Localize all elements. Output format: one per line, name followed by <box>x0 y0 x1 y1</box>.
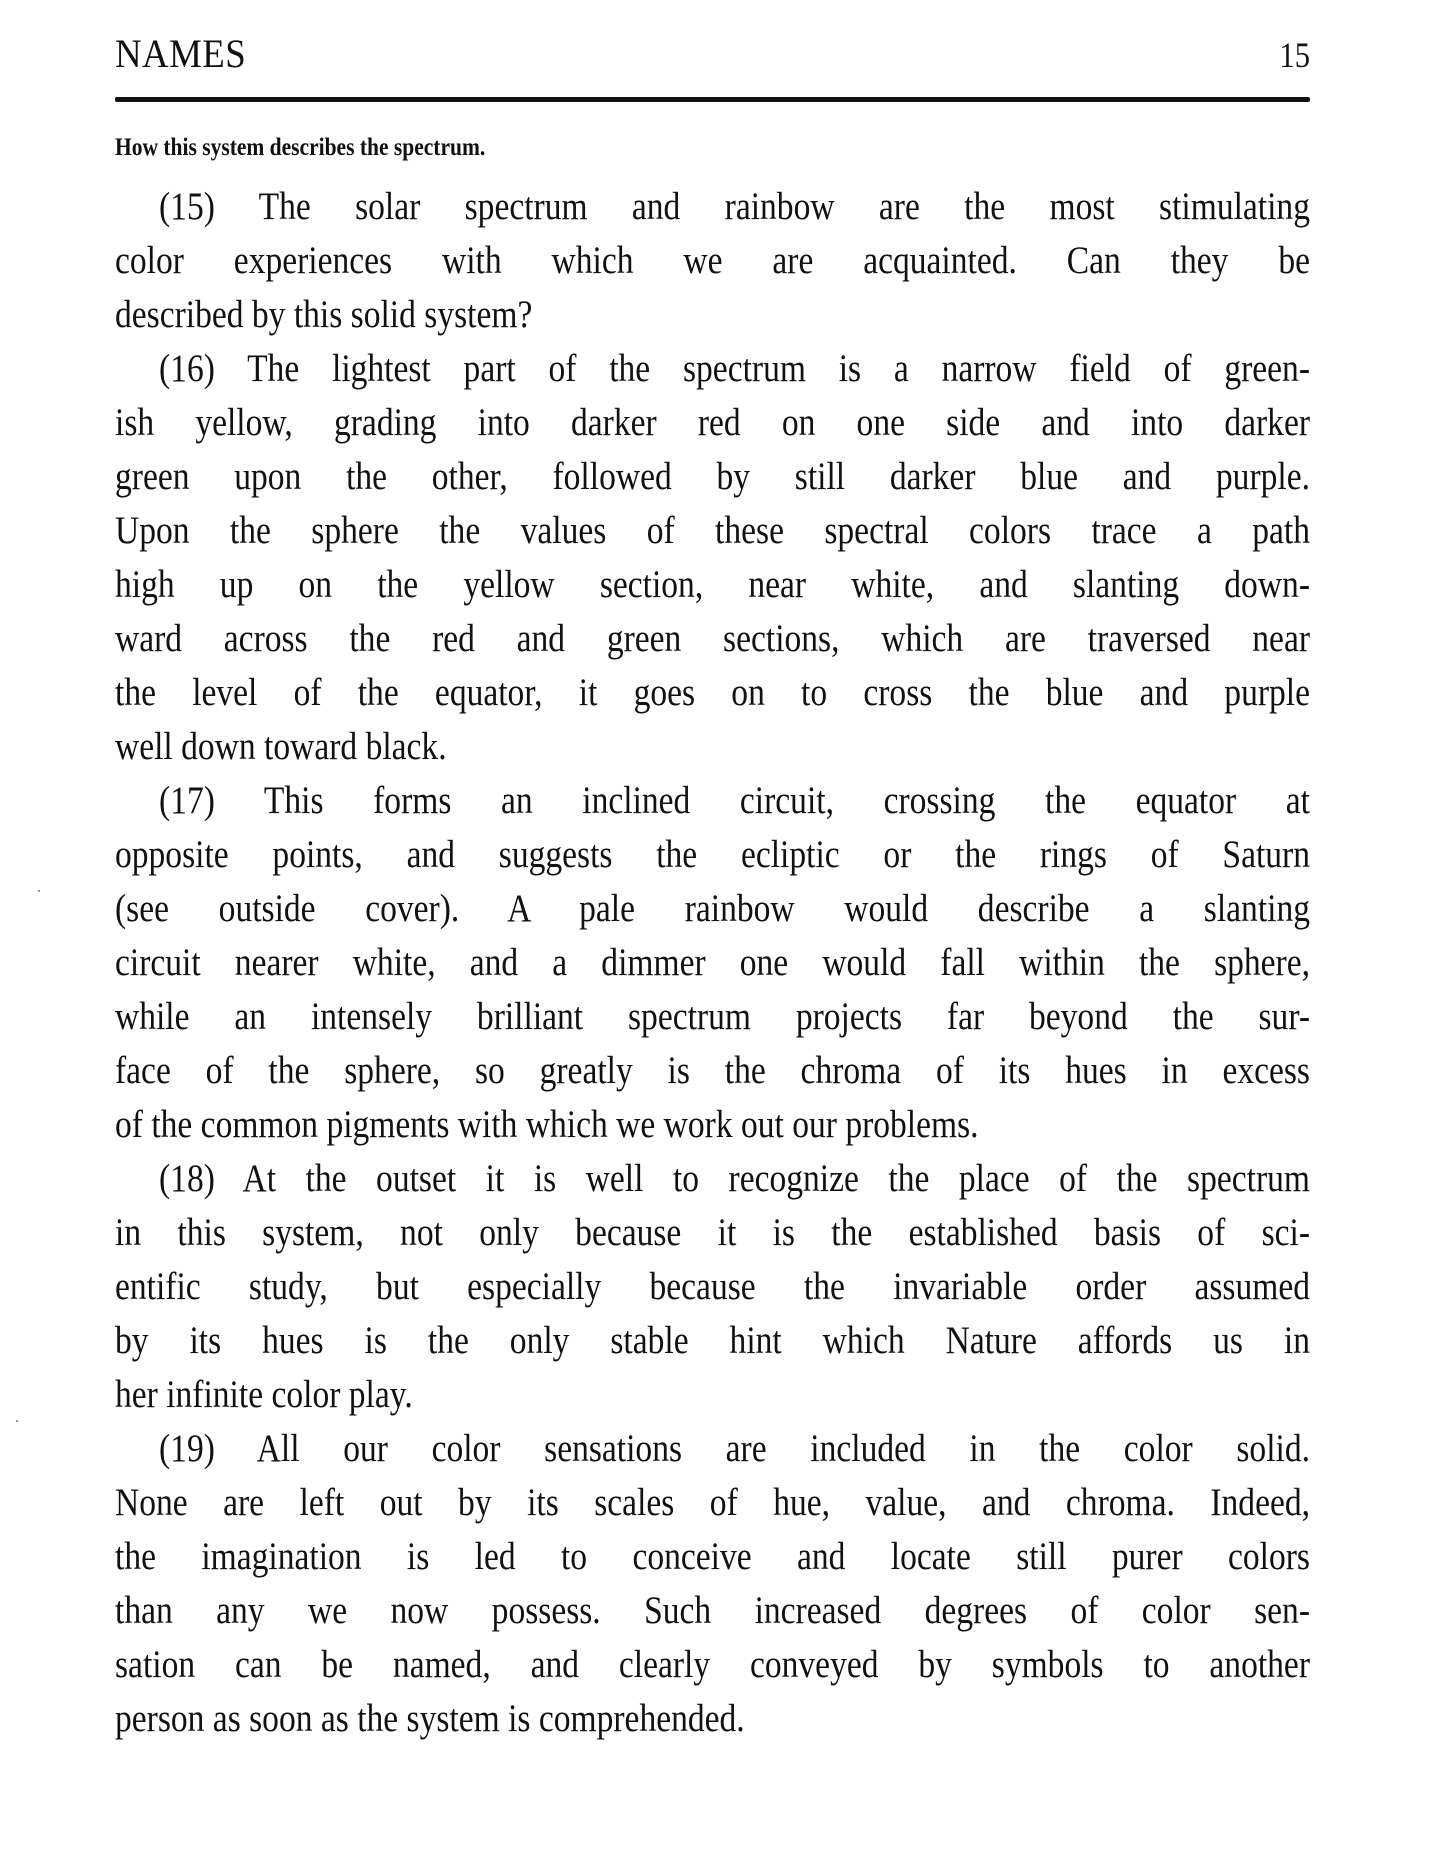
text-line: her infinite color play. <box>115 1373 413 1416</box>
text-line: ish yellow, grading into darker red on one side and into darker <box>115 401 1310 444</box>
text-line: opposite points, and suggests the ecliptic or the rings of Saturn <box>115 833 1310 876</box>
text-line: (19) All our color sensations are included in the color solid. <box>159 1427 1310 1470</box>
text-line: circuit nearer white, and a dimmer one would fall within the sphere, <box>115 941 1310 984</box>
text-line: of the common pigments with which we work out our problems. <box>115 1103 979 1146</box>
header-rule <box>115 97 1310 102</box>
text-line: color experiences with which we are acquainted. Can they be <box>115 239 1310 282</box>
text-line: (18) At the outset it is well to recognize the place of the spectrum <box>159 1157 1310 1200</box>
text-line: while an intensely brilliant spectrum projects far beyond the sur- <box>115 995 1310 1038</box>
text-line: green upon the other, followed by still darker blue and purple. <box>115 455 1310 498</box>
paragraph-16 <box>115 342 1310 774</box>
text-line: by its hues is the only stable hint which Nature affords us in <box>115 1319 1310 1362</box>
text-line: (17) This forms an inclined circuit, crossing the equator at <box>159 779 1310 822</box>
scan-speck <box>16 1420 18 1422</box>
text-line: ward across the red and green sections, which are traversed near <box>115 617 1310 660</box>
running-head <box>115 30 1310 80</box>
text-line: (see outside cover). A pale rainbow would describe a slanting <box>115 887 1310 930</box>
text-line: (15) The solar spectrum and rainbow are the most stimulating <box>159 185 1310 228</box>
text-line: entific study, but especially because the invariable order assumed <box>115 1265 1310 1308</box>
body-text <box>115 180 1310 1746</box>
text-line: sation can be named, and clearly conveyed by symbols to another <box>115 1643 1310 1686</box>
text-line: high up on the yellow section, near white, and slanting down- <box>115 563 1310 606</box>
text-line: described by this solid system? <box>115 293 533 336</box>
text-line: (16) The lightest part of the spectrum is a narrow field of green- <box>159 347 1310 390</box>
paragraph-15 <box>115 180 1310 342</box>
text-line: well down toward black. <box>115 725 447 768</box>
scan-speck <box>38 890 40 892</box>
page-number: 15 <box>1279 35 1310 75</box>
section-sidenote: How this system describes the spectrum. <box>115 134 486 161</box>
text-line: than any we now possess. Such increased degrees of color sen- <box>115 1589 1310 1632</box>
text-line: in this system, not only because it is the established basis of sci- <box>115 1211 1310 1254</box>
paragraph-19 <box>115 1422 1310 1746</box>
text-line: the imagination is led to conceive and locate still purer colors <box>115 1535 1310 1578</box>
text-line: person as soon as the system is comprehended. <box>115 1697 745 1740</box>
text-line: the level of the equator, it goes on to cross the blue and purple <box>115 671 1310 714</box>
text-line: Upon the sphere the values of these spectral colors trace a path <box>115 509 1310 552</box>
text-line: None are left out by its scales of hue, value, and chroma. Indeed, <box>115 1481 1310 1524</box>
text-line: face of the sphere, so greatly is the chroma of its hues in excess <box>115 1049 1310 1092</box>
paragraph-18 <box>115 1152 1310 1422</box>
paragraph-17 <box>115 774 1310 1152</box>
chapter-title: NAMES <box>115 31 247 76</box>
